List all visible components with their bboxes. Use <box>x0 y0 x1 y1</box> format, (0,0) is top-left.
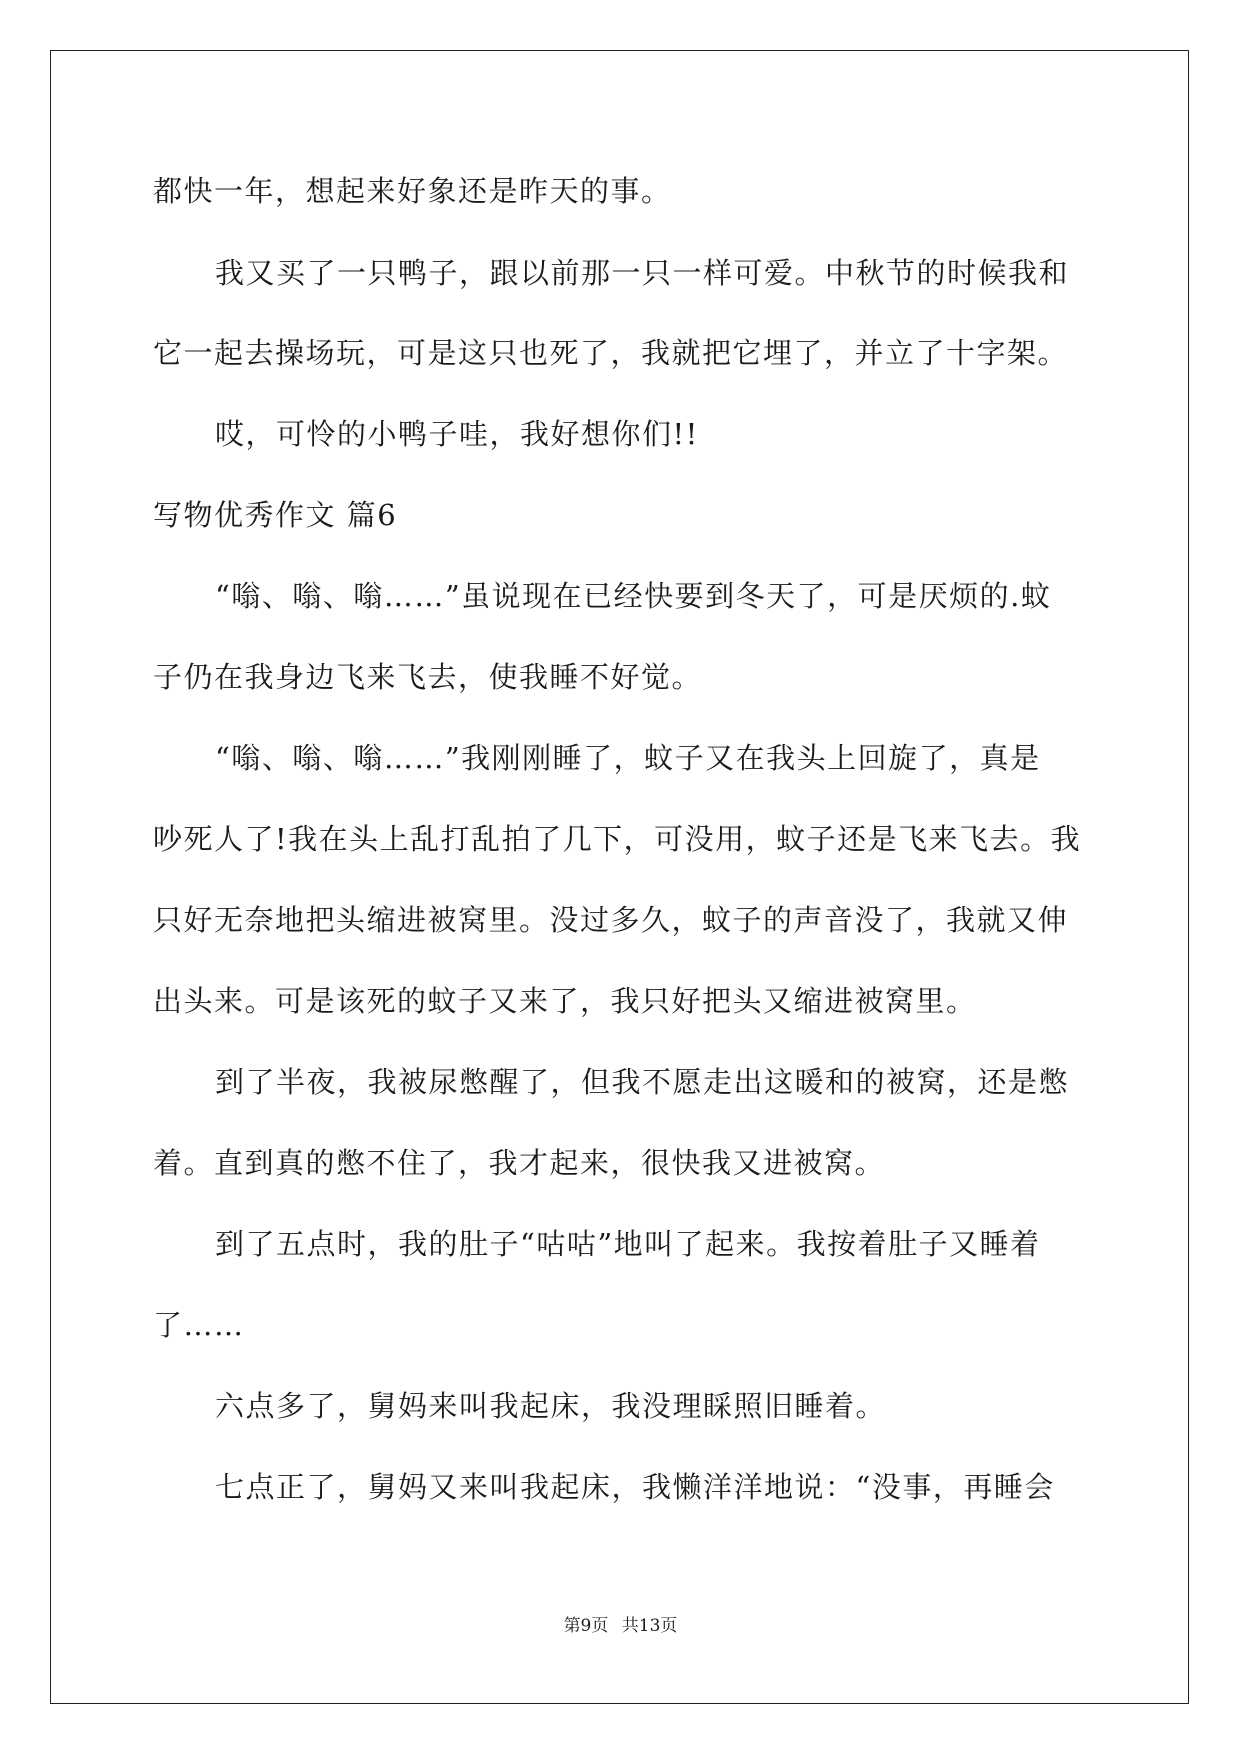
total-pages: 共13页 <box>621 1616 678 1636</box>
text-line: 子仍在我身边飞来飞去，使我睡不好觉。 <box>153 660 703 694</box>
text-line: 到了五点时，我的肚子“咕咕”地叫了起来。我按着肚子又睡着 <box>215 1227 1041 1261</box>
text-line: 它一起去操场玩，可是这只也死了，我就把它埋了，并立了十字架。 <box>153 336 1069 370</box>
text-line: “嗡、嗡、嗡……”虽说现在已经快要到冬天了，可是厌烦的.蚊 <box>215 579 1052 613</box>
text-line: 只好无奈地把头缩进被窝里。没过多久，蚊子的声音没了，我就又伸 <box>153 903 1069 937</box>
text-line: 到了半夜，我被尿憋醒了，但我不愿走出这暖和的被窝，还是憋 <box>215 1065 1070 1099</box>
text-line: 了…… <box>153 1308 245 1342</box>
text-line: “嗡、嗡、嗡……”我刚刚睡了，蚊子又在我头上回旋了，真是 <box>215 741 1041 775</box>
current-page: 第9页 <box>563 1616 609 1636</box>
text-line: 哎，可怜的小鸭子哇，我好想你们!! <box>215 417 699 451</box>
page-footer <box>0 1614 1241 1638</box>
text-line: 我又买了一只鸭子，跟以前那一只一样可爱。中秋节的时候我和 <box>215 256 1070 290</box>
text-line: 出头来。可是该死的蚊子又来了，我只好把头又缩进被窝里。 <box>153 984 977 1018</box>
text-line: 着。直到真的憋不住了，我才起来，很快我又进被窝。 <box>153 1146 886 1180</box>
text-line: 七点正了，舅妈又来叫我起床，我懒洋洋地说：“没事，再睡会 <box>215 1470 1055 1504</box>
section-heading: 写物优秀作文 篇6 <box>153 498 398 532</box>
text-line: 都快一年，想起来好象还是昨天的事。 <box>153 174 672 208</box>
page-border <box>50 50 1189 1704</box>
text-line: 六点多了，舅妈来叫我起床，我没理睬照旧睡着。 <box>215 1389 887 1423</box>
text-line: 吵死人了!我在头上乱打乱拍了几下，可没用，蚊子还是飞来飞去。我 <box>153 822 1082 856</box>
